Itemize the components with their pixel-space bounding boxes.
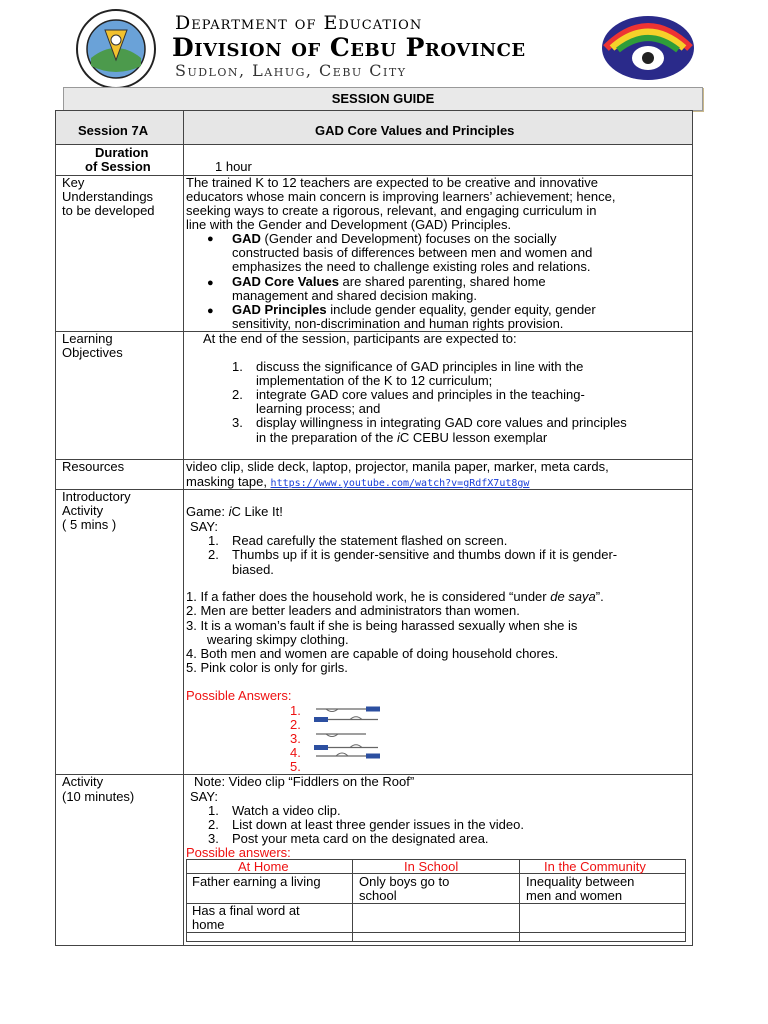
intro-label-3: ( 5 mins ) xyxy=(62,517,117,532)
possible-answers-label: Possible Answers: xyxy=(186,688,292,703)
duration-label-2: of Session xyxy=(85,159,151,174)
objective-number: 3. xyxy=(232,415,243,430)
activity-step-number: 2. xyxy=(208,817,219,832)
table-cell: Only boys go to school xyxy=(359,874,450,903)
resources-line: video clip, slide deck, laptop, projector, manila paper, marker, meta cards, xyxy=(186,459,609,474)
answer-number: 1. xyxy=(290,703,301,718)
video-link[interactable]: https://www.youtube.com/watch?v=gRdfX7ut8gw xyxy=(270,478,530,489)
step-number: 2. xyxy=(208,547,219,562)
activity-note: Note: Video clip “Fiddlers on the Roof” xyxy=(194,774,415,789)
gad-bullet-line: constructed basis of differences between men and women and xyxy=(232,245,593,260)
objective-line: learning process; and xyxy=(256,401,381,416)
cebu-province-emblem-icon xyxy=(598,12,698,84)
objective-number: 2. xyxy=(232,387,243,402)
table-cell: Has a final word at home xyxy=(192,903,300,932)
bullet-icon: ● xyxy=(207,233,214,245)
division-name: Division of Cebu Province xyxy=(172,33,526,62)
session-title: GAD Core Values and Principles xyxy=(315,123,515,138)
step-line: Thumbs up if it is gender-sensitive and thumbs down if it is gender- xyxy=(232,547,618,562)
gad-bullet-line: GAD (Gender and Development) focuses on the socially xyxy=(232,231,557,246)
division-seal-icon xyxy=(75,8,157,90)
gad-bullet-line: emphasizes the need to challenge existing roles and relations. xyxy=(232,259,591,274)
key-label-3: to be developed xyxy=(62,203,155,218)
objectives-label-2: Objectives xyxy=(62,345,123,360)
core-values-bullet-line: GAD Core Values are shared parenting, shared home xyxy=(232,274,546,289)
table-header: In the Community xyxy=(544,859,646,874)
session-guide-title: SESSION GUIDE xyxy=(63,87,703,111)
objective-line: discuss the significance of GAD principles in line with the xyxy=(256,359,584,374)
table-header: At Home xyxy=(238,859,289,874)
statement-line: 4. Both men and women are capable of doing household chores. xyxy=(186,646,559,661)
step-line: Read carefully the statement flashed on screen. xyxy=(232,533,508,548)
table-header: In School xyxy=(404,859,459,874)
thumbs-up-icon xyxy=(314,745,378,750)
objective-number: 1. xyxy=(232,359,243,374)
objective-line: in the preparation of the iC CEBU lesson exemplar xyxy=(256,430,548,445)
activity-step: List down at least three gender issues in the video. xyxy=(232,817,524,832)
table-cell: Father earning a living xyxy=(192,874,321,889)
statement-line: 1. If a father does the household work, he is considered “under de saya”. xyxy=(186,589,604,604)
activity-label-2: (10 minutes) xyxy=(62,789,135,804)
answer-number: 3. xyxy=(290,731,301,746)
key-label-2: Understandings xyxy=(62,189,154,204)
game-title: Game: iC Like It! xyxy=(186,504,283,519)
bullet-icon: ● xyxy=(207,277,214,289)
possible-answers-label: Possible answers: xyxy=(186,845,291,860)
key-label-1: Key xyxy=(62,175,85,190)
thumbs-down-icon xyxy=(316,734,366,737)
key-text-line: seeking ways to create a rigorous, relevant, and engaging curriculum in xyxy=(186,203,597,218)
step-number: 1. xyxy=(208,533,219,548)
core-values-bullet-line: management and shared decision making. xyxy=(232,288,477,303)
activity-step-number: 3. xyxy=(208,831,219,846)
objectives-intro: At the end of the session, participants are expected to: xyxy=(203,331,517,346)
objectives-label-1: Learning xyxy=(62,331,113,346)
say-label: SAY: xyxy=(190,519,218,534)
step-line: biased. xyxy=(232,562,274,577)
intro-label-2: Activity xyxy=(62,503,104,518)
answer-number: 5. xyxy=(290,759,301,774)
thumbs-answers-graphic xyxy=(312,704,382,772)
principles-bullet-line: GAD Principles include gender equality, gender equity, gender xyxy=(232,302,596,317)
activity-say: SAY: xyxy=(190,789,218,804)
key-text-line: line with the Gender and Development (GAD) Principles. xyxy=(186,217,512,232)
answer-number: 4. xyxy=(290,745,301,760)
principles-bullet-line: sensitivity, non-discrimination and human rights provision. xyxy=(232,316,564,331)
statement-line: 2. Men are better leaders and administrators than women. xyxy=(186,603,520,618)
statement-line: 3. It is a woman’s fault if she is being harassed sexually when she is xyxy=(186,618,578,633)
session-label: Session 7A xyxy=(78,123,149,138)
table-cell: Inequality between men and women xyxy=(526,874,635,903)
resources-line-2: masking tape, https://www.youtube.com/watch?v=gRdfX7ut8gw xyxy=(186,474,530,489)
objective-line: integrate GAD core values and principles in the teaching- xyxy=(256,387,585,402)
duration-value: 1 hour xyxy=(215,159,252,174)
bullet-icon: ● xyxy=(207,305,214,317)
objective-line: implementation of the K to 12 curriculum; xyxy=(256,373,493,388)
activity-step: Watch a video clip. xyxy=(232,803,341,818)
statement-line: wearing skimpy clothing. xyxy=(207,632,349,647)
department-name: Department of Education xyxy=(175,12,423,34)
intro-label-1: Introductory xyxy=(62,489,131,504)
answer-number: 2. xyxy=(290,717,301,732)
thumbs-down-icon xyxy=(316,753,380,759)
key-text-line: educators whose main concern is improving learners’ achievement; hence, xyxy=(186,189,616,204)
division-address: Sudlon, Lahug, Cebu City xyxy=(175,61,407,80)
key-text-line: The trained K to 12 teachers are expected to be creative and innovative xyxy=(186,175,598,190)
thumbs-up-icon xyxy=(314,717,378,722)
thumbs-down-icon xyxy=(316,707,380,712)
activity-label-1: Activity xyxy=(62,774,104,789)
resources-label: Resources xyxy=(62,459,125,474)
duration-label-1: Duration xyxy=(95,145,149,160)
statement-line: 5. Pink color is only for girls. xyxy=(186,660,348,675)
activity-step-number: 1. xyxy=(208,803,219,818)
objective-line: display willingness in integrating GAD core values and principles xyxy=(256,415,627,430)
activity-step: Post your meta card on the designated area. xyxy=(232,831,489,846)
